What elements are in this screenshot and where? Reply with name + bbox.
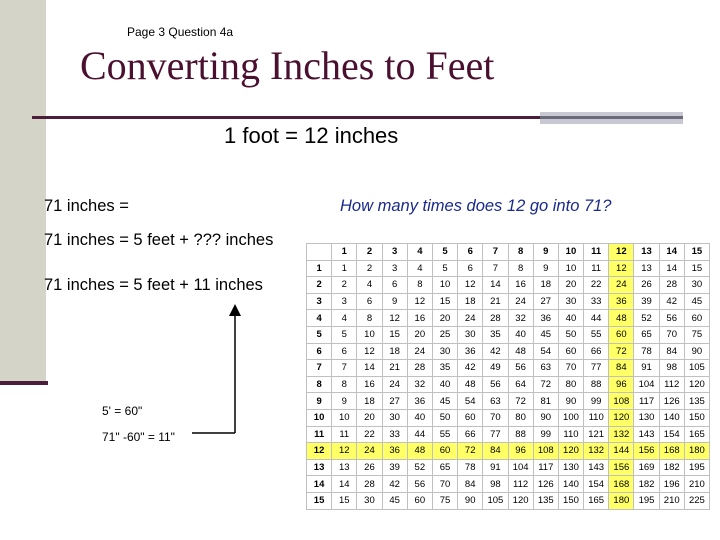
table-cell: 36: [609, 293, 634, 310]
table-cell: 65: [634, 326, 659, 343]
table-cell: 49: [483, 360, 508, 377]
table-cell: 26: [634, 277, 659, 294]
table-corner: [307, 244, 332, 261]
table-cell: 22: [584, 277, 609, 294]
table-cell: 45: [684, 293, 709, 310]
table-cell: 130: [634, 409, 659, 426]
table-cell: 25: [432, 326, 457, 343]
column-header: 15: [684, 244, 709, 261]
table-cell: 12: [407, 293, 432, 310]
table-cell: 28: [659, 277, 684, 294]
row-header: 2: [307, 277, 332, 294]
table-cell: 30: [458, 326, 483, 343]
table-cell: 36: [458, 343, 483, 360]
row-header: 7: [307, 360, 332, 377]
table-cell: 12: [458, 277, 483, 294]
table-row: [307, 376, 710, 393]
table-row: [307, 293, 710, 310]
table-cell: 24: [458, 310, 483, 327]
table-cell: 84: [609, 360, 634, 377]
row-header: 3: [307, 293, 332, 310]
table-cell: 6: [458, 260, 483, 277]
table-cell: 105: [684, 360, 709, 377]
table-cell: 30: [558, 293, 583, 310]
table-cell: 4: [407, 260, 432, 277]
table-cell: 21: [382, 360, 407, 377]
column-header: 6: [458, 244, 483, 261]
table-cell: 110: [558, 426, 583, 443]
table-cell: 4: [357, 277, 382, 294]
table-cell: 63: [483, 393, 508, 410]
table-cell: 10: [432, 277, 457, 294]
table-cell: 28: [483, 310, 508, 327]
table-cell: 9: [382, 293, 407, 310]
statement-1: 71 inches =: [44, 197, 129, 215]
table-cell: 45: [432, 393, 457, 410]
statement-3: 71 inches = 5 feet + 11 inches: [44, 276, 263, 294]
table-cell: 30: [684, 277, 709, 294]
table-cell: 12: [357, 343, 382, 360]
table-row: [307, 343, 710, 360]
row-header: 1: [307, 260, 332, 277]
table-cell: 56: [483, 376, 508, 393]
table-cell: 1: [332, 260, 357, 277]
note-1: 5' = 60": [102, 404, 143, 418]
column-header: 8: [508, 244, 533, 261]
table-cell: 30: [432, 343, 457, 360]
table-row: [307, 492, 710, 509]
table-cell: 42: [458, 360, 483, 377]
table-cell: 80: [558, 376, 583, 393]
table-cell: 60: [432, 443, 457, 460]
table-cell: 60: [458, 409, 483, 426]
table-cell: 54: [533, 343, 558, 360]
table-cell: 7: [332, 360, 357, 377]
table-cell: 143: [584, 459, 609, 476]
table-cell: 32: [508, 310, 533, 327]
column-header: 10: [558, 244, 583, 261]
multiplication-table: [306, 243, 710, 510]
table-cell: 126: [659, 393, 684, 410]
table-cell: 75: [684, 326, 709, 343]
table-cell: 3: [332, 293, 357, 310]
table-row: [307, 277, 710, 294]
table-row: [307, 326, 710, 343]
table-cell: 96: [508, 443, 533, 460]
table-row: [307, 476, 710, 493]
table-cell: 72: [533, 376, 558, 393]
table-cell: 15: [332, 492, 357, 509]
table-cell: 168: [659, 443, 684, 460]
table-cell: 108: [609, 393, 634, 410]
table-cell: 16: [508, 277, 533, 294]
table-cell: 210: [659, 492, 684, 509]
table-cell: 40: [558, 310, 583, 327]
column-header: 13: [634, 244, 659, 261]
table-cell: 132: [584, 443, 609, 460]
table-cell: 26: [357, 459, 382, 476]
table-cell: 35: [432, 360, 457, 377]
table-cell: 169: [634, 459, 659, 476]
column-header: 12: [609, 244, 634, 261]
table-cell: 14: [659, 260, 684, 277]
table-cell: 20: [558, 277, 583, 294]
table-cell: 48: [407, 443, 432, 460]
table-cell: 6: [357, 293, 382, 310]
table-cell: 8: [332, 376, 357, 393]
table-cell: 28: [357, 476, 382, 493]
table-cell: 24: [382, 376, 407, 393]
table-cell: 30: [382, 409, 407, 426]
table-cell: 8: [407, 277, 432, 294]
table-cell: 104: [508, 459, 533, 476]
table-cell: 88: [508, 426, 533, 443]
row-header: 15: [307, 492, 332, 509]
table-cell: 156: [634, 443, 659, 460]
table-cell: 99: [533, 426, 558, 443]
table-cell: 2: [332, 277, 357, 294]
table-cell: 33: [382, 426, 407, 443]
table-cell: 52: [407, 459, 432, 476]
row-header: 5: [307, 326, 332, 343]
row-header: 10: [307, 409, 332, 426]
question-text: How many times does 12 go into 71?: [340, 197, 612, 215]
table-cell: 117: [533, 459, 558, 476]
table-cell: 165: [684, 426, 709, 443]
table-cell: 24: [508, 293, 533, 310]
table-cell: 121: [584, 426, 609, 443]
table-cell: 72: [458, 443, 483, 460]
table-cell: 70: [483, 409, 508, 426]
column-header: 7: [483, 244, 508, 261]
table-header-row: [307, 244, 710, 261]
row-header: 8: [307, 376, 332, 393]
table-cell: 99: [584, 393, 609, 410]
table-cell: 120: [609, 409, 634, 426]
table-cell: 81: [533, 393, 558, 410]
statement-2: 71 inches = 5 feet + ??? inches: [44, 231, 274, 249]
table-row: [307, 260, 710, 277]
table-cell: 14: [332, 476, 357, 493]
table-cell: 36: [533, 310, 558, 327]
table-cell: 8: [357, 310, 382, 327]
table-cell: 56: [508, 360, 533, 377]
table-cell: 132: [609, 426, 634, 443]
table-cell: 40: [508, 326, 533, 343]
table-cell: 48: [609, 310, 634, 327]
table-cell: 36: [407, 393, 432, 410]
table-cell: 165: [584, 492, 609, 509]
table-cell: 91: [634, 360, 659, 377]
table-cell: 27: [533, 293, 558, 310]
page-note: Page 3 Question 4a: [127, 25, 234, 39]
row-header: 4: [307, 310, 332, 327]
column-header: 5: [432, 244, 457, 261]
table-cell: 50: [432, 409, 457, 426]
table-row: [307, 393, 710, 410]
table-cell: 80: [508, 409, 533, 426]
table-cell: 18: [382, 343, 407, 360]
table-cell: 15: [684, 260, 709, 277]
table-cell: 44: [407, 426, 432, 443]
table-cell: 40: [432, 376, 457, 393]
table-cell: 48: [458, 376, 483, 393]
column-header: 2: [357, 244, 382, 261]
table-cell: 108: [533, 443, 558, 460]
table-cell: 36: [382, 443, 407, 460]
table-cell: 18: [533, 277, 558, 294]
table-cell: 180: [609, 492, 634, 509]
table-cell: 52: [634, 310, 659, 327]
table-cell: 7: [483, 260, 508, 277]
table-cell: 75: [432, 492, 457, 509]
table-cell: 56: [659, 310, 684, 327]
table-cell: 112: [659, 376, 684, 393]
table-cell: 18: [458, 293, 483, 310]
table-cell: 12: [609, 260, 634, 277]
table-cell: 12: [332, 443, 357, 460]
table-cell: 18: [357, 393, 382, 410]
table-cell: 10: [332, 409, 357, 426]
table-cell: 72: [508, 393, 533, 410]
table-cell: 33: [584, 293, 609, 310]
table-cell: 144: [609, 443, 634, 460]
table-cell: 55: [432, 426, 457, 443]
table-cell: 10: [558, 260, 583, 277]
table-cell: 4: [332, 310, 357, 327]
row-header: 6: [307, 343, 332, 360]
table-cell: 35: [483, 326, 508, 343]
table-cell: 78: [458, 459, 483, 476]
table-cell: 42: [382, 476, 407, 493]
table-cell: 32: [407, 376, 432, 393]
table-cell: 11: [584, 260, 609, 277]
table-cell: 20: [432, 310, 457, 327]
table-cell: 15: [382, 326, 407, 343]
table-cell: 60: [407, 492, 432, 509]
table-cell: 8: [508, 260, 533, 277]
table-cell: 105: [483, 492, 508, 509]
table-cell: 96: [609, 376, 634, 393]
table-cell: 210: [684, 476, 709, 493]
table-cell: 90: [558, 393, 583, 410]
row-header: 13: [307, 459, 332, 476]
table-cell: 2: [357, 260, 382, 277]
table-cell: 21: [483, 293, 508, 310]
table-cell: 20: [357, 409, 382, 426]
slide-title: Converting Inches to Feet: [80, 43, 495, 88]
column-header: 4: [407, 244, 432, 261]
table-cell: 143: [634, 426, 659, 443]
table-cell: 84: [458, 476, 483, 493]
table-cell: 84: [483, 443, 508, 460]
table-cell: 13: [634, 260, 659, 277]
column-header: 11: [584, 244, 609, 261]
table-cell: 50: [558, 326, 583, 343]
table-cell: 65: [432, 459, 457, 476]
table-cell: 117: [634, 393, 659, 410]
table-cell: 130: [558, 459, 583, 476]
table-cell: 24: [609, 277, 634, 294]
table-cell: 64: [508, 376, 533, 393]
table-cell: 154: [659, 426, 684, 443]
table-cell: 27: [382, 393, 407, 410]
table-cell: 20: [407, 326, 432, 343]
table-cell: 42: [483, 343, 508, 360]
table-cell: 48: [508, 343, 533, 360]
table-cell: 180: [684, 443, 709, 460]
table-cell: 90: [684, 343, 709, 360]
table-cell: 56: [407, 476, 432, 493]
table-cell: 182: [634, 476, 659, 493]
table-cell: 150: [558, 492, 583, 509]
table-row: [307, 310, 710, 327]
column-header: 9: [533, 244, 558, 261]
table-cell: 9: [332, 393, 357, 410]
table-cell: 30: [357, 492, 382, 509]
table-cell: 10: [357, 326, 382, 343]
table-cell: 28: [407, 360, 432, 377]
row-header: 14: [307, 476, 332, 493]
table-cell: 91: [483, 459, 508, 476]
table-cell: 78: [634, 343, 659, 360]
table-cell: 12: [382, 310, 407, 327]
table-cell: 84: [659, 343, 684, 360]
table-cell: 40: [407, 409, 432, 426]
table-cell: 120: [684, 376, 709, 393]
table-cell: 24: [357, 443, 382, 460]
table-cell: 15: [432, 293, 457, 310]
table-cell: 63: [533, 360, 558, 377]
table-cell: 72: [609, 343, 634, 360]
table-cell: 60: [684, 310, 709, 327]
table-cell: 70: [558, 360, 583, 377]
conversion-fact: 1 foot = 12 inches: [224, 123, 399, 148]
table-cell: 112: [508, 476, 533, 493]
table-cell: 16: [357, 376, 382, 393]
table-row: [307, 459, 710, 476]
table-cell: 154: [584, 476, 609, 493]
table-cell: 98: [659, 360, 684, 377]
table-cell: 90: [458, 492, 483, 509]
row-header: 11: [307, 426, 332, 443]
table-cell: 195: [634, 492, 659, 509]
table-cell: 24: [407, 343, 432, 360]
table-cell: 140: [558, 476, 583, 493]
table-cell: 6: [332, 343, 357, 360]
table-cell: 168: [609, 476, 634, 493]
table-cell: 156: [609, 459, 634, 476]
table-cell: 104: [634, 376, 659, 393]
table-cell: 140: [659, 409, 684, 426]
table-cell: 55: [584, 326, 609, 343]
table-cell: 9: [533, 260, 558, 277]
table-cell: 196: [659, 476, 684, 493]
table-cell: 60: [609, 326, 634, 343]
table-cell: 3: [382, 260, 407, 277]
table-cell: 120: [508, 492, 533, 509]
table-cell: 11: [332, 426, 357, 443]
table-cell: 77: [584, 360, 609, 377]
column-header: 14: [659, 244, 684, 261]
table-cell: 225: [684, 492, 709, 509]
table-cell: 135: [684, 393, 709, 410]
row-header: 9: [307, 393, 332, 410]
table-cell: 126: [533, 476, 558, 493]
table-cell: 45: [533, 326, 558, 343]
table-row: [307, 409, 710, 426]
table-cell: 195: [684, 459, 709, 476]
table-row: [307, 426, 710, 443]
table-cell: 14: [357, 360, 382, 377]
table-cell: 16: [407, 310, 432, 327]
table-cell: 70: [432, 476, 457, 493]
table-cell: 88: [584, 376, 609, 393]
table-cell: 14: [483, 277, 508, 294]
table-cell: 5: [432, 260, 457, 277]
table-cell: 135: [533, 492, 558, 509]
column-header: 3: [382, 244, 407, 261]
table-cell: 70: [659, 326, 684, 343]
table-cell: 6: [382, 277, 407, 294]
table-cell: 13: [332, 459, 357, 476]
row-header: 12: [307, 443, 332, 460]
table-cell: 39: [634, 293, 659, 310]
table-cell: 150: [684, 409, 709, 426]
table-cell: 22: [357, 426, 382, 443]
table-cell: 77: [483, 426, 508, 443]
table-cell: 5: [332, 326, 357, 343]
table-cell: 60: [558, 343, 583, 360]
column-header: 1: [332, 244, 357, 261]
note-2: 71" -60" = 11": [102, 430, 175, 444]
table-cell: 39: [382, 459, 407, 476]
table-cell: 120: [558, 443, 583, 460]
table-cell: 42: [659, 293, 684, 310]
table-cell: 66: [458, 426, 483, 443]
table-cell: 182: [659, 459, 684, 476]
table-cell: 54: [458, 393, 483, 410]
table-cell: 100: [558, 409, 583, 426]
table-cell: 66: [584, 343, 609, 360]
table-cell: 45: [382, 492, 407, 509]
table-cell: 90: [533, 409, 558, 426]
table-row: [307, 360, 710, 377]
table-row: [307, 443, 710, 460]
table-cell: 44: [584, 310, 609, 327]
table-cell: 110: [584, 409, 609, 426]
table-cell: 98: [483, 476, 508, 493]
